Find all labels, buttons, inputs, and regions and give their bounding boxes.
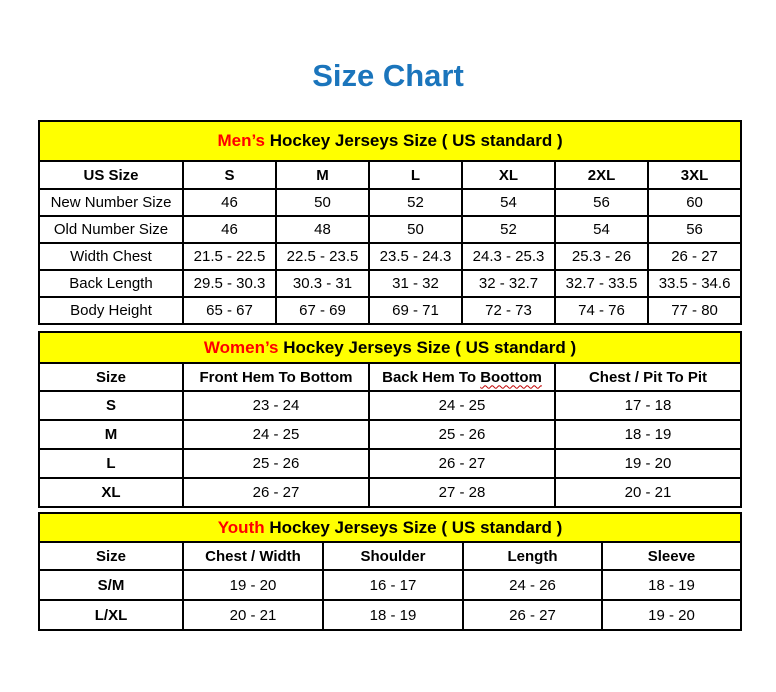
value-cell: 26 - 27 (369, 449, 555, 478)
table-row (39, 189, 741, 216)
value-cell: 20 - 21 (555, 478, 741, 507)
value-cell: 24 - 25 (183, 420, 369, 449)
column-header: Size (39, 363, 183, 391)
column-header: L (369, 161, 462, 189)
row-label: Body Height (39, 297, 183, 324)
value-cell: 19 - 20 (555, 449, 741, 478)
column-header: 2XL (555, 161, 648, 189)
page-title: Size Chart (312, 58, 464, 93)
column-header: Chest / Width (183, 542, 323, 570)
value-cell: 48 (276, 216, 369, 243)
womens-banner-text: Hockey Jerseys Size ( US standard ) (278, 337, 577, 357)
column-header: S (183, 161, 276, 189)
value-cell: 56 (555, 189, 648, 216)
value-cell: 19 - 20 (183, 570, 323, 600)
table-row (39, 570, 741, 600)
value-cell: 25 - 26 (183, 449, 369, 478)
value-cell: 74 - 76 (555, 297, 648, 324)
womens-header-row (39, 363, 741, 391)
row-label: M (39, 420, 183, 449)
value-cell: 25.3 - 26 (555, 243, 648, 270)
row-label: L/XL (39, 600, 183, 630)
value-cell: 30.3 - 31 (276, 270, 369, 297)
value-cell: 60 (648, 189, 741, 216)
value-cell: 67 - 69 (276, 297, 369, 324)
value-cell: 31 - 32 (369, 270, 462, 297)
value-cell: 24.3 - 25.3 (462, 243, 555, 270)
value-cell: 56 (648, 216, 741, 243)
mens-banner-row (39, 121, 741, 161)
mens-header-row (39, 161, 741, 189)
value-cell: 22.5 - 23.5 (276, 243, 369, 270)
value-cell: 65 - 67 (183, 297, 276, 324)
value-cell: 32 - 32.7 (462, 270, 555, 297)
table-row (39, 243, 741, 270)
table-row (39, 478, 741, 507)
table-row (39, 270, 741, 297)
row-label: L (39, 449, 183, 478)
value-cell: 27 - 28 (369, 478, 555, 507)
value-cell: 16 - 17 (323, 570, 463, 600)
row-label: Old Number Size (39, 216, 183, 243)
value-cell: 54 (462, 189, 555, 216)
table-row (39, 600, 741, 630)
value-cell: 33.5 - 34.6 (648, 270, 741, 297)
column-header: 3XL (648, 161, 741, 189)
value-cell: 17 - 18 (555, 391, 741, 420)
column-header: US Size (39, 161, 183, 189)
value-cell: 20 - 21 (183, 600, 323, 630)
value-cell: 50 (276, 189, 369, 216)
value-cell: 77 - 80 (648, 297, 741, 324)
womens-size-table (38, 331, 742, 508)
value-cell: 52 (462, 216, 555, 243)
womens-banner-highlight: Women’s (203, 337, 279, 357)
value-cell: 25 - 26 (369, 420, 555, 449)
table-row (39, 216, 741, 243)
value-cell: 23.5 - 24.3 (369, 243, 462, 270)
misspelled-word-squiggle: Boottom (480, 368, 542, 386)
youth-size-table (38, 512, 742, 631)
value-cell: 24 - 26 (463, 570, 602, 600)
row-label: S/M (39, 570, 183, 600)
value-cell: 32.7 - 33.5 (555, 270, 648, 297)
row-label: Width Chest (39, 243, 183, 270)
value-cell: 18 - 19 (555, 420, 741, 449)
womens-banner (39, 332, 741, 363)
youth-header-row (39, 542, 741, 570)
youth-banner-row (39, 513, 741, 542)
row-label: S (39, 391, 183, 420)
table-row (39, 420, 741, 449)
column-header: Shoulder (323, 542, 463, 570)
mens-banner-text: Hockey Jerseys Size ( US standard ) (265, 131, 563, 150)
value-cell: 23 - 24 (183, 391, 369, 420)
column-header: Back Hem To Boottom (369, 363, 555, 391)
value-cell: 52 (369, 189, 462, 216)
row-label: XL (39, 478, 183, 507)
value-cell: 54 (555, 216, 648, 243)
table-row (39, 391, 741, 420)
value-cell: 18 - 19 (602, 570, 741, 600)
column-header: Size (39, 542, 183, 570)
womens-banner-row (39, 332, 741, 363)
value-cell: 29.5 - 30.3 (183, 270, 276, 297)
value-cell: 46 (183, 216, 276, 243)
value-cell: 26 - 27 (463, 600, 602, 630)
table-row (39, 297, 741, 324)
value-cell: 46 (183, 189, 276, 216)
column-header: Chest / Pit To Pit (555, 363, 741, 391)
youth-banner-highlight: Youth (217, 517, 265, 537)
value-cell: 24 - 25 (369, 391, 555, 420)
table-row (39, 449, 741, 478)
column-header: XL (462, 161, 555, 189)
column-header: Sleeve (602, 542, 741, 570)
value-cell: 18 - 19 (323, 600, 463, 630)
value-cell: 50 (369, 216, 462, 243)
youth-banner-text: Hockey Jerseys Size ( US standard ) (264, 517, 563, 537)
mens-banner-highlight: Men’s (217, 131, 265, 150)
value-cell: 19 - 20 (602, 600, 741, 630)
size-tables-container (38, 120, 740, 631)
row-label: Back Length (39, 270, 183, 297)
value-cell: 26 - 27 (648, 243, 741, 270)
value-cell: 69 - 71 (369, 297, 462, 324)
column-header: Front Hem To Bottom (183, 363, 369, 391)
value-cell: 72 - 73 (462, 297, 555, 324)
column-header: M (276, 161, 369, 189)
column-header: Length (463, 542, 602, 570)
row-label: New Number Size (39, 189, 183, 216)
value-cell: 26 - 27 (183, 478, 369, 507)
youth-banner (39, 513, 741, 542)
mens-banner (39, 121, 741, 161)
mens-size-table (38, 120, 742, 325)
value-cell: 21.5 - 22.5 (183, 243, 276, 270)
